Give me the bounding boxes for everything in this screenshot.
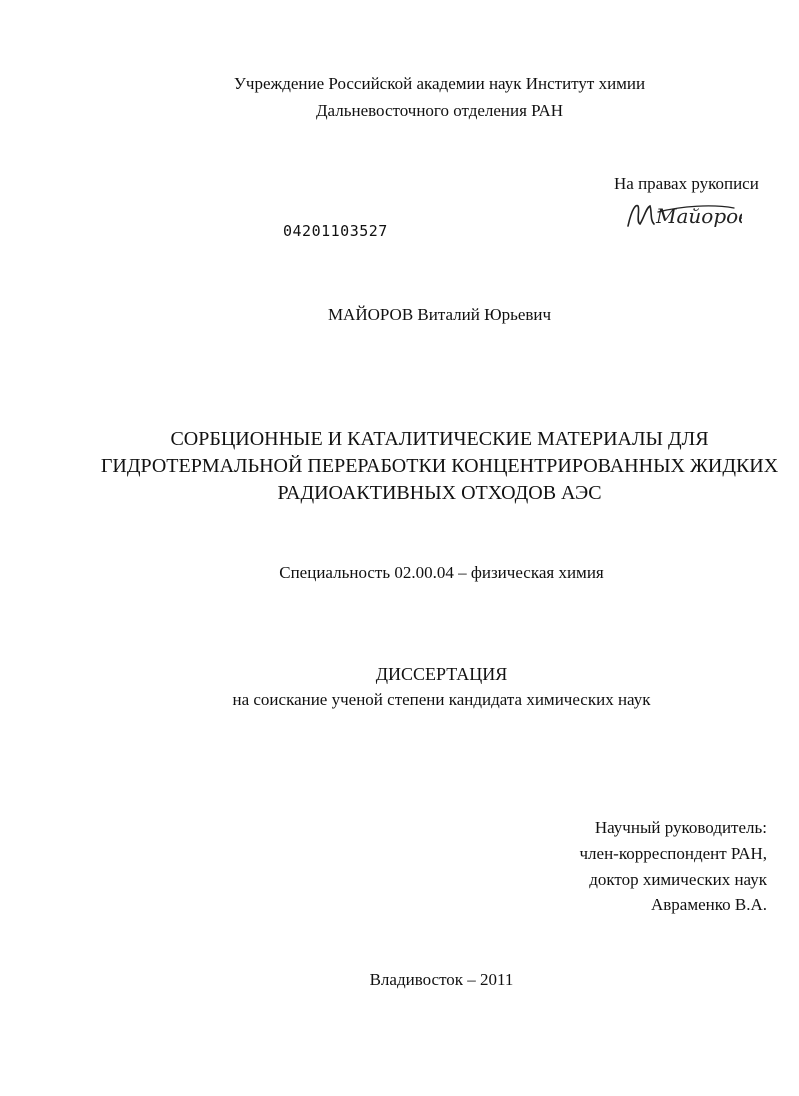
supervisor-degree: доктор химических наук xyxy=(589,870,767,889)
signature-image xyxy=(622,196,742,236)
registry-code: 04201103527 xyxy=(283,222,388,240)
supervisor-label: Научный руководитель: xyxy=(594,818,767,837)
signature xyxy=(622,196,742,236)
institution-line-2: Дальневосточного отделения РАН xyxy=(315,101,564,120)
dissertation-subheading: на соискание ученой степени кандидата химических наук xyxy=(232,690,651,709)
thesis-title-line-1: СОРБЦИОННЫЕ И КАТАЛИТИЧЕСКИЕ МАТЕРИАЛЫ ДЛЯ xyxy=(170,428,709,450)
dissertation-heading: ДИССЕРТАЦИЯ xyxy=(375,664,508,684)
institution-line-1: Учреждение Российской академии наук Институт химии xyxy=(233,74,646,93)
author-name: МАЙОРОВ Виталий Юрьевич xyxy=(327,305,552,324)
specialty: Специальность 02.00.04 – физическая химия xyxy=(279,563,604,582)
supervisor-name: Авраменко В.А. xyxy=(650,895,767,914)
supervisor-rank: член-корреспондент РАН, xyxy=(579,844,767,863)
thesis-title-line-2: ГИДРОТЕРМАЛЬНОЙ ПЕРЕРАБОТКИ КОНЦЕНТРИРОВАННЫХ ЖИДКИХ xyxy=(100,455,779,477)
signature-text: Майоров xyxy=(656,204,742,228)
thesis-title-line-3: РАДИОАКТИВНЫХ ОТХОДОВ АЭС xyxy=(277,482,602,504)
place-year: Владивосток – 2011 xyxy=(369,970,514,989)
manuscript-note: На правах рукописи xyxy=(614,174,759,193)
